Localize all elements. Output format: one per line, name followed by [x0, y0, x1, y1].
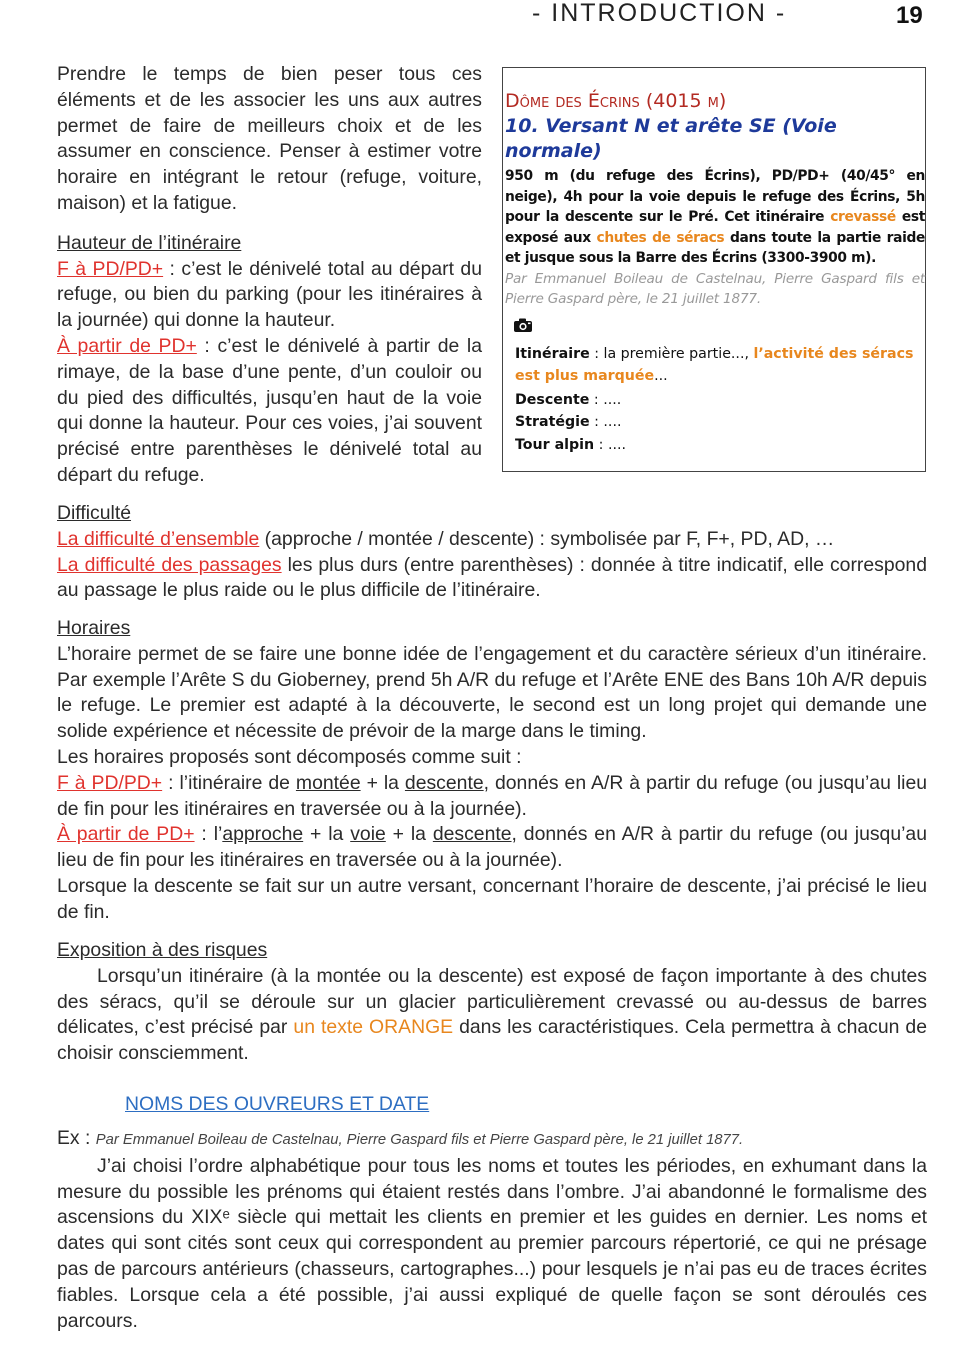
horaires-item-b: À partir de PD+ : l’approche + la voie + la descente, donnés en A/R à partir du refuge (ou jusqu’au lieu de fin pour les itinéraires en traversée ou à la journée).: [57, 823, 928, 872]
difficulte-section: [57, 501, 927, 604]
intro-paragraph: Prendre le temps de bien peser tous ces éléments et de les associer les uns aux autres permet de faire de meilleurs choix et de les assumer en conscience. Penser à estimer votre horaire en intégrant le retour (refuge, voiture, maison) et la fatigue.: [57, 63, 482, 214]
grade-label: F à PD/PD+: [57, 257, 164, 280]
hauteur-paragraph-1: F à PD/PD+ : c’est le dénivelé total au départ du refuge, ou bien du parking (pour les itinéraires à la journée) qui donne la hauteur.: [57, 257, 482, 332]
horaires-section: [57, 616, 927, 926]
horaires-paragraph-1: L’horaire permet de se faire une bonne idée de l’engagement et du caractère sérieux d’un itinéraire. Par exemple l’Arête S du Gioberney, prend 5h A/R du refuge et l’Arête ENE des Bans 10h A/R depuis le refuge. Le premier est adapté à la découverte, le second est un long projet qui demande une solide expérience et nécessite de prévoir de la marge dans le timing.: [57, 642, 927, 743]
chapter-header: - INTRODUCTION -: [532, 0, 787, 27]
example-line: Ex : Par Emmanuel Boileau de Castelnau, Pierre Gaspard fils et Pierre Gaspard père, le 21 juillet 1877.: [57, 1127, 744, 1149]
horaires-heading: Horaires: [57, 617, 131, 639]
noms-paragraph: J’ai choisi l’ordre alphabétique pour tous les noms et toutes les périodes, en exhumant dans la mesure du possible les prénoms qui étaient restés dans l’ombre. J’ai abandonné le formalisme des ascensions du XIXᵉ siècle qui mettait les clients en premier et les guides en dernier. Les noms et dates qui sont cités sont ceux qui correspondent au premier parcours répertorié, ce qui ne présage pas de parcours antérieurs (chasseurs, cartographes...) pour lesquels je n’ai pas eu de traces écrites fiables. Lorsque cela a été possible, j’ai aussi expliqué de quelle façon se sont déroulés ces parcours.: [57, 1154, 927, 1332]
summit-title: Dôme des Écrins (4015 m): [505, 90, 727, 112]
difficulte-line-2: La difficulté des passages les plus durs (entre parenthèses) : donnée à titre indicatif, elle correspond au passage le plus raide ou le plus difficile de l’itinéraire.: [57, 553, 927, 602]
exposition-paragraph: Lorsqu’un itinéraire (à la montée ou la descente) est exposé de façon importante à des chutes des séracs, qu’il se déroule sur un glacier particulièrement crevassé ou au-dessus de barres délicates, c’est précisé par un texte ORANGE dans les caractéristiques. Cela permettra à chacun de choisir consciemment.: [57, 964, 927, 1065]
hauteur-paragraph-2: À partir de PD+ : c’est le dénivelé à partir de la rimaye, de la base d’une pente, d’un couloir ou du pied des difficultés, jusqu’en haut de la voie qui donne la hauteur. Pour ces voies, j’ai souvent précisé entre parenthèses le dénivelé total au départ du refuge.: [57, 334, 482, 486]
horaires-paragraph-3: Lorsque la descente se fait sur un autre versant, concernant l’horaire de descente, j’ai précisé le lieu de fin.: [57, 874, 927, 923]
route-description: 950 m (du refuge des Écrins), PD/PD+ (40/45° en neige), 4h pour la voie depuis le refuge des Écrins, 5h pour la descente sur le Pré. Cet itinéraire crevassé est exposé aux chutes de séracs dans toute la partie raide et jusque sous la Barre des Écrins (3300-3900 m).: [505, 168, 925, 266]
left-column: [57, 62, 482, 489]
noms-heading: NOMS DES OUVREURS ET DATE: [125, 1093, 430, 1115]
route-example-box: [502, 67, 926, 472]
descente-line: Descente : ....: [515, 391, 622, 408]
strategie-line: Stratégie : ....: [515, 414, 622, 430]
difficulte-heading: Difficulté: [57, 502, 132, 524]
exposition-section: [57, 938, 927, 1067]
page-number: 19: [896, 2, 923, 29]
grade-label: À partir de PD+: [57, 334, 197, 357]
hauteur-heading: Hauteur de l’itinéraire: [57, 231, 242, 254]
difficulte-line-1: La difficulté d’ensemble (approche / montée / descente) : symbolisée par F, F+, PD, AD, …: [57, 527, 835, 550]
tour-alpin-line: Tour alpin : ....: [515, 436, 626, 453]
noms-section: [57, 1126, 927, 1334]
itineraire-line: Itinéraire : la première partie..., l’activité des séracs est plus marquée...: [515, 345, 914, 384]
horaires-item-a: F à PD/PD+ : l’itinéraire de montée + la descente, donnés en A/R à partir du refuge (ou jusqu’au lieu de fin pour les itinéraires en traversée ou à la journée).: [57, 771, 928, 820]
route-authors: Par Emmanuel Boileau de Castelnau, Pierre Gaspard fils et Pierre Gaspard père, le 21 juillet 1877.: [505, 270, 925, 307]
camera-icon: [513, 317, 533, 333]
route-title: 10. Versant N et arête SE (Voie normale): [505, 115, 837, 162]
exposition-heading: Exposition à des risques: [57, 939, 268, 961]
horaires-paragraph-2: Les horaires proposés sont décomposés comme suit :: [57, 745, 522, 768]
